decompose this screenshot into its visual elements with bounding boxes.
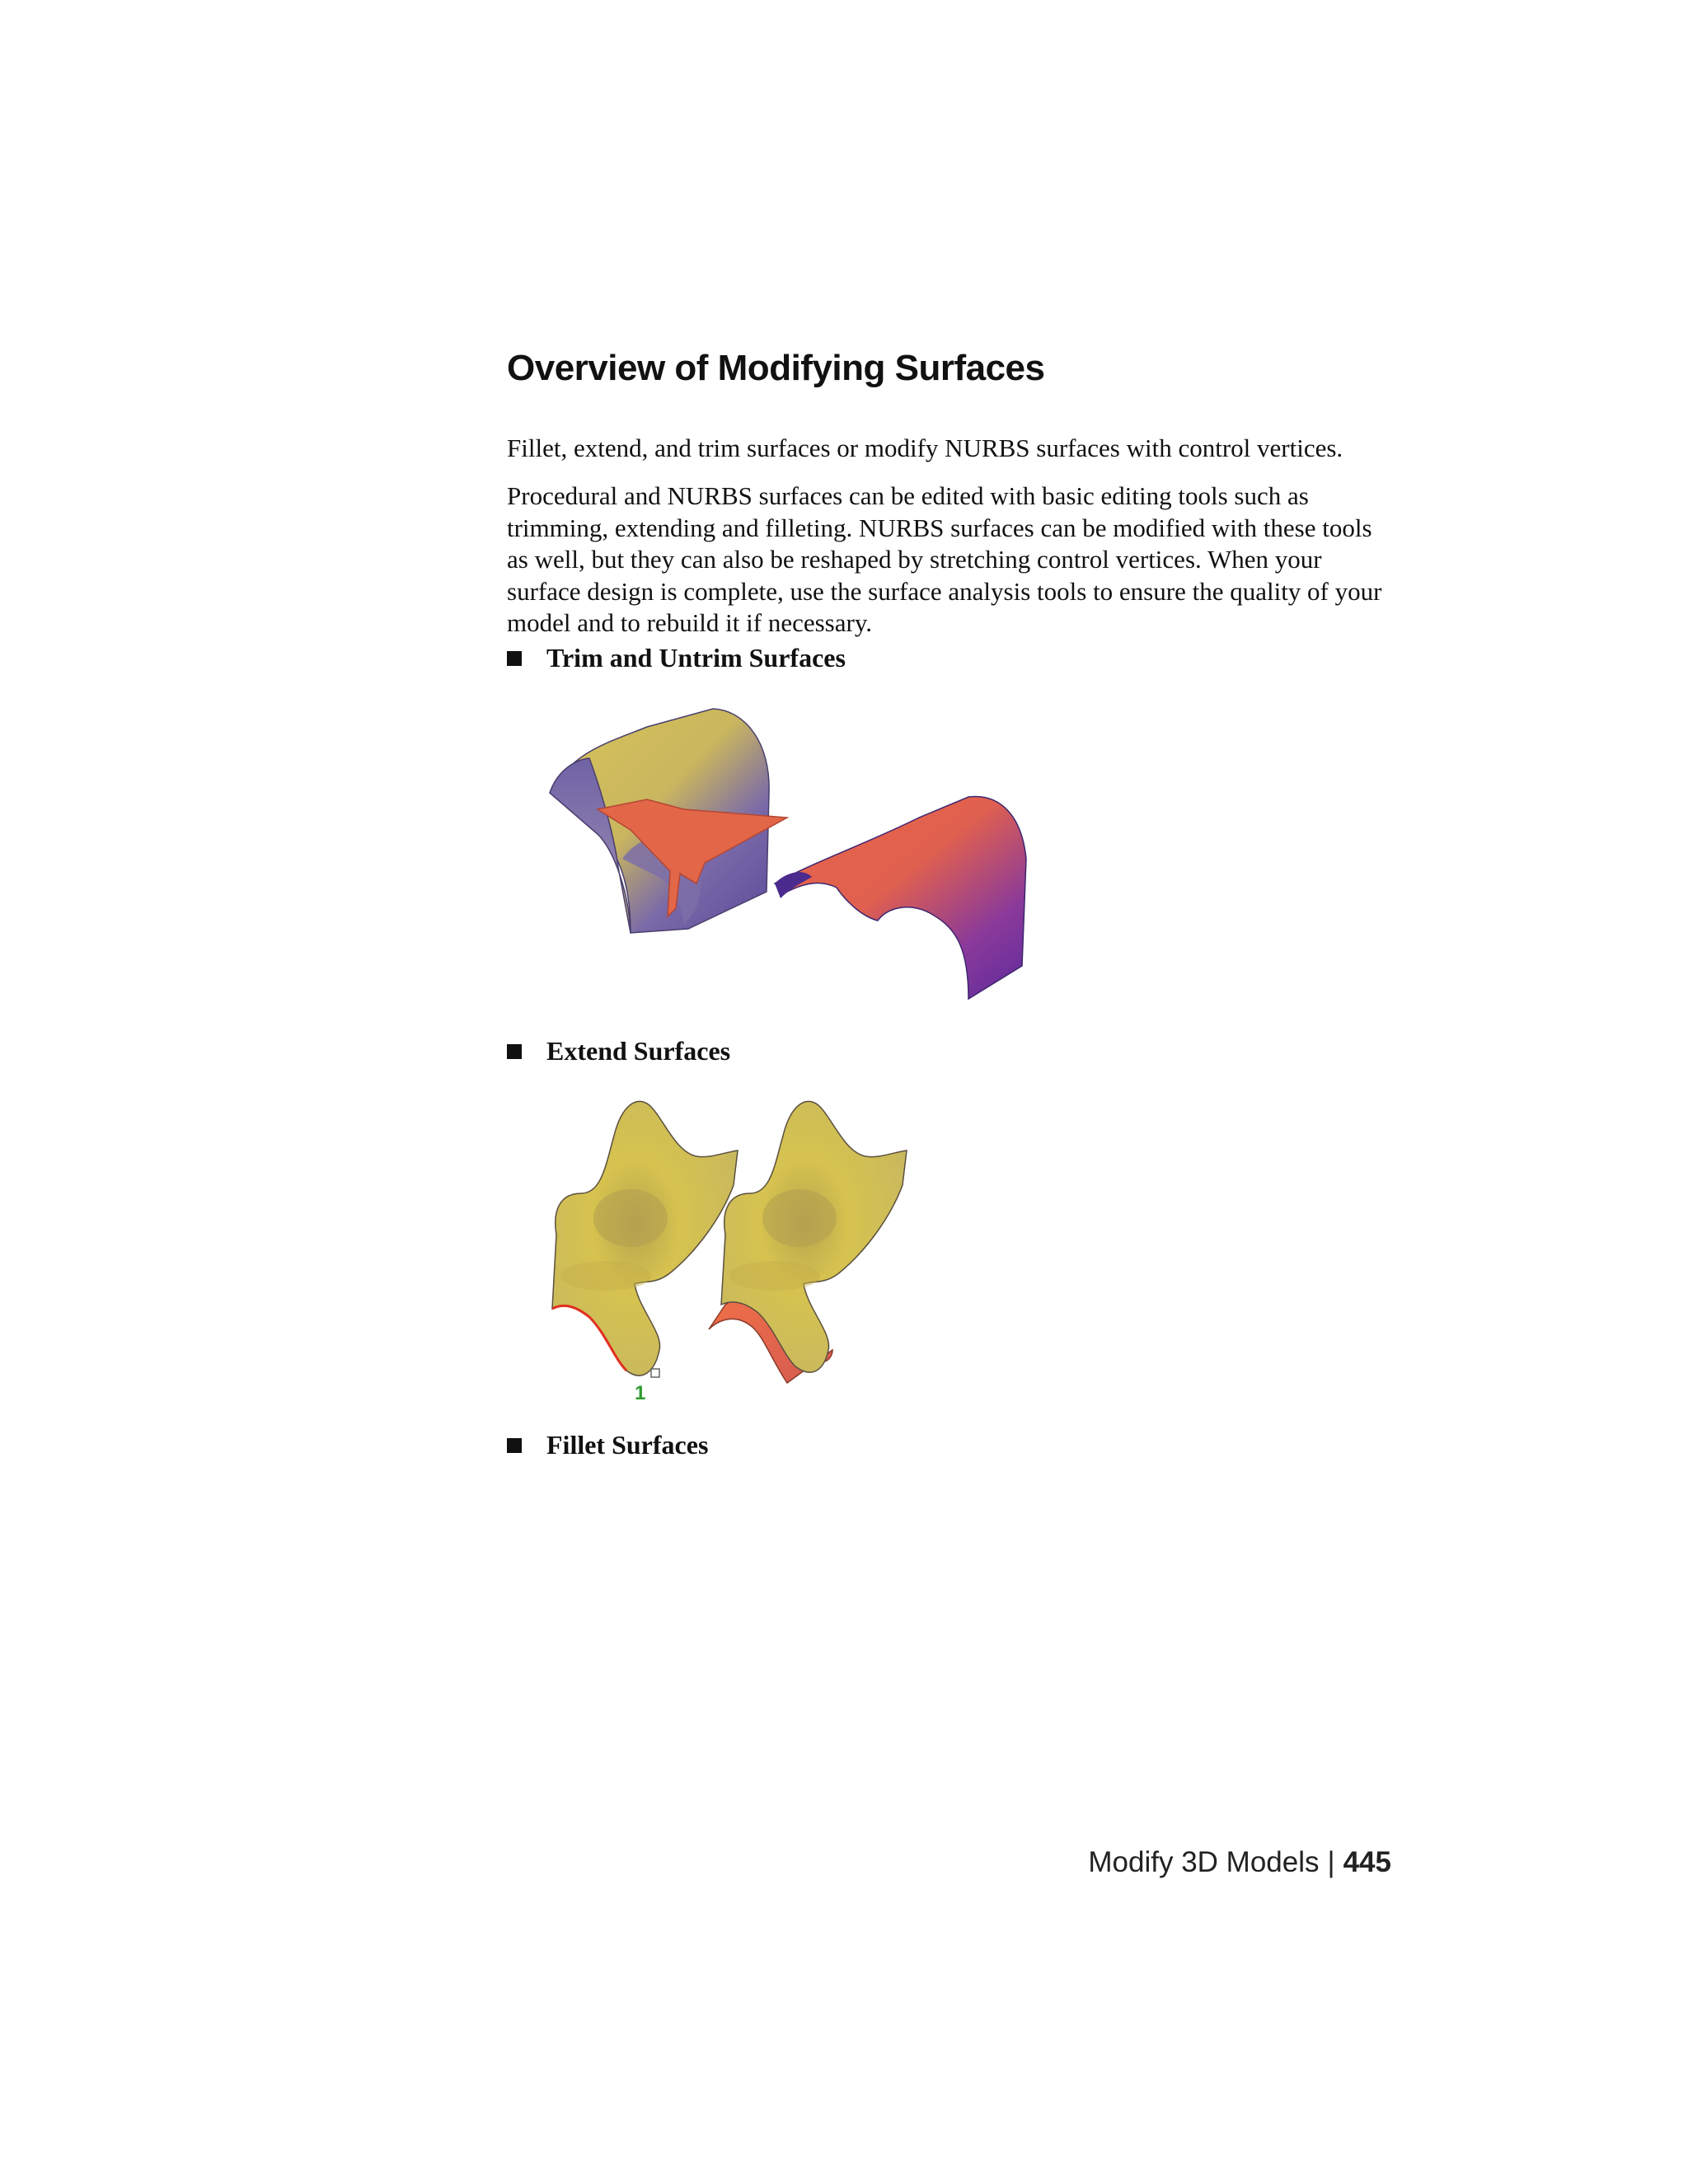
section-heading-label: Extend Surfaces (546, 1036, 731, 1066)
page-footer (1088, 1846, 1391, 1879)
body-paragraph: Procedural and NURBS surfaces can be edited with basic editing tools such as trimming, extending and filleting. NURBS surfaces can be modified with these tools as well, but they can also be reshaped by stretching control vertices. When your surface design is complete, use the surface analysis tools to ensure the quality of your model and to rebuild it if necessary. (507, 481, 1382, 637)
section-heading-extend[interactable] (507, 1036, 730, 1066)
footer-separator: | (1327, 1846, 1335, 1878)
bullet-square-icon (507, 1438, 522, 1453)
extend-right-surface (709, 1101, 907, 1383)
trim-surfaces-illustration (540, 694, 1051, 1011)
grip-square-icon (651, 1369, 659, 1377)
fillet-surfaces-illustration (540, 1475, 1051, 1821)
bullet-square-icon (507, 1044, 522, 1059)
callout-number: 1 (635, 1382, 646, 1404)
footer-chapter: Modify 3D Models (1088, 1846, 1320, 1878)
trim-right-surface (775, 796, 1026, 999)
summary-paragraph: Fillet, extend, and trim surfaces or modify NURBS surfaces with control vertices. (507, 434, 1343, 462)
section-heading-fillet[interactable] (507, 1430, 708, 1460)
page-number: 445 (1343, 1846, 1391, 1878)
section-heading-trim[interactable] (507, 643, 846, 673)
extend-left-surface (552, 1101, 738, 1404)
bullet-square-icon (507, 651, 522, 666)
section-heading-label: Trim and Untrim Surfaces (546, 643, 846, 673)
page-title: Overview of Modifying Surfaces (507, 348, 1045, 388)
section-heading-label: Fillet Surfaces (546, 1430, 709, 1460)
extend-surfaces-illustration (540, 1086, 1051, 1408)
